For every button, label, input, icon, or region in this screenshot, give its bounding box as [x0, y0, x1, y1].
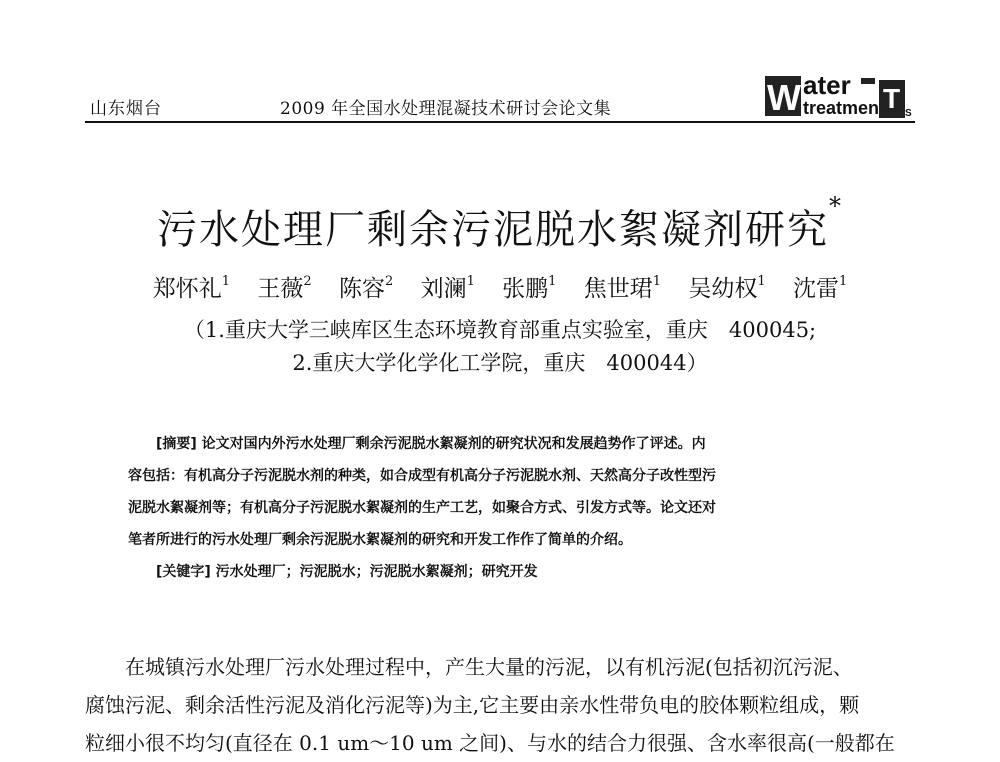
author-name: 王薇: [257, 276, 304, 302]
author: [257, 276, 311, 302]
logo-line1: ater: [803, 70, 851, 100]
author: [421, 276, 475, 302]
abstract-block: [128, 428, 878, 588]
abstract-line: 容包括：有机高分子污泥脱水剂的种类，如合成型有机高分子污泥脱水剂、天然高分子改性型污: [128, 468, 716, 484]
author-affiliation-mark: 1: [548, 274, 557, 290]
author: [502, 276, 556, 302]
author: [584, 276, 661, 302]
author-name: 沈雷: [792, 276, 839, 302]
logo-letter-t: T: [883, 83, 901, 114]
author: [153, 276, 230, 302]
abstract-line: [摘要] 论文对国内外污水处理厂剩余污泥脱水絮凝剂的研究状况和发展趋势作了评述。内: [156, 436, 706, 452]
logo-line2: treatmen: [803, 98, 880, 118]
logo-big-letter: W: [767, 77, 801, 118]
author-name: 吴幼权: [688, 276, 758, 302]
body-line: 粒细小很不均匀(直径在 0.1 um～10 um 之间)、与水的结合力很强、含水率很高(一般都在: [85, 731, 895, 755]
author: [688, 276, 765, 302]
abstract-line: 泥脱水絮凝剂等；有机高分子污泥脱水絮凝剂的生产工艺，如聚合方式、引发方式等。论文还对: [128, 500, 716, 516]
author-name: 刘澜: [420, 276, 467, 302]
author-name: 焦世珺: [583, 276, 653, 302]
author-name: 郑怀礼: [152, 276, 222, 302]
author: [339, 276, 393, 302]
author: [793, 276, 847, 302]
title-footnote-mark: *: [829, 192, 843, 220]
author-name: 张鹏: [502, 276, 549, 302]
water-treatment-logo: [765, 70, 913, 120]
affiliation-line-1: （1.重庆大学三峡库区生态环境教育部重点实验室，重庆 400045;: [183, 318, 817, 342]
water-treatment-logo-graphic: [765, 70, 913, 120]
abstract-line: 笔者所进行的污水处理厂剩余污泥脱水絮凝剂的研究和开发工作作了简单的介绍。: [128, 532, 632, 548]
paper-title-text: 污水处理厂剩余污泥脱水絮凝剂研究: [157, 207, 829, 253]
header-location: 山东烟台: [90, 99, 162, 119]
author-affiliation-mark: 1: [757, 274, 766, 290]
author-affiliation-mark: 1: [221, 274, 231, 290]
logo-letter-s: S: [905, 108, 912, 119]
body-paragraph: [85, 648, 915, 762]
author-affiliation-mark: 1: [838, 274, 848, 290]
keywords-line: [关键字] 污水处理厂；污泥脱水；污泥脱水絮凝剂；研究开发: [156, 564, 538, 580]
header-proceedings-title: 2009 年全国水处理混凝技术研讨会论文集: [280, 99, 612, 119]
body-line: 在城镇污水处理厂污水处理过程中，产生大量的污泥，以有机污泥(包括初沉污泥、: [125, 655, 853, 679]
author-list: [0, 270, 1000, 303]
header-rule: [85, 121, 915, 123]
paper-title: [0, 192, 1000, 255]
author-affiliation-mark: 2: [384, 274, 394, 290]
author-affiliation-mark: 2: [303, 274, 312, 290]
author-affiliation-mark: 1: [652, 274, 662, 290]
author-name: 陈容: [338, 276, 385, 302]
body-line: 腐蚀污泥、剩余活性污泥及消化污泥等)为主,它主要由亲水性带负电的胶体颗粒组成，颗: [85, 693, 860, 717]
author-affiliation-mark: 1: [466, 274, 475, 290]
page-header: [85, 68, 915, 124]
affiliation-line-2: 2.重庆大学化学化工学院，重庆 400044）: [292, 351, 708, 375]
